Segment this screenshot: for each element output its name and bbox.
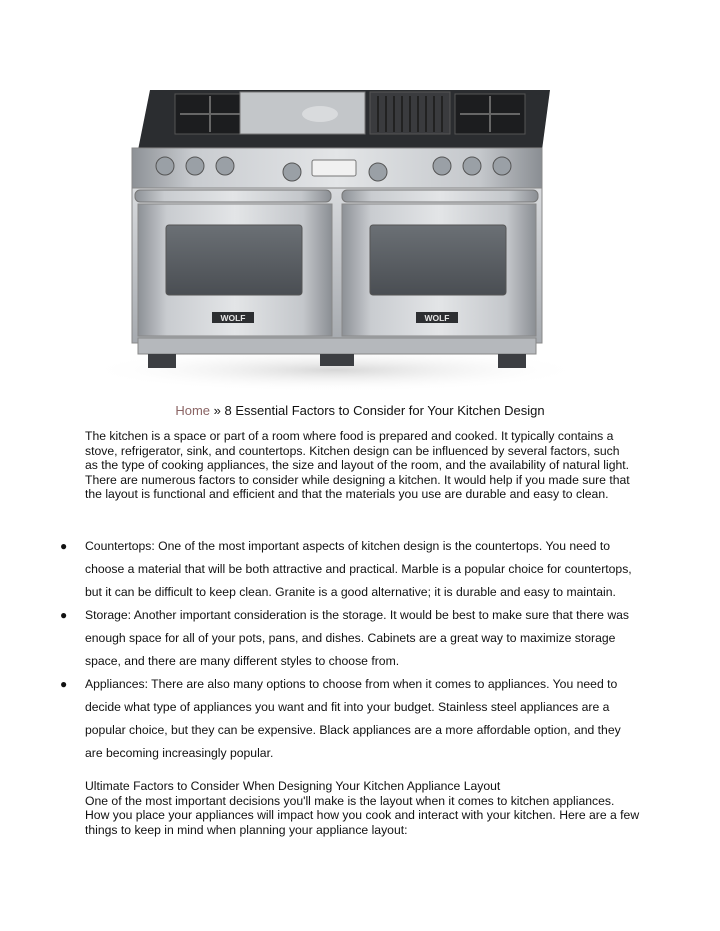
list-item [60,673,640,765]
bullet-icon: ● [60,539,68,553]
brand-badge-left: WOLF [220,313,246,323]
breadcrumb [0,402,720,420]
intro-paragraph-1: The kitchen is a space or part of a room where food is prepared and cooked. It typically contains a stove, refrigerator, sink, and countertops. Kitchen design can be influenced by several factors, such as the type of cooking appliances, the size and layout of the room, and the availability of natural light. [85,429,630,472]
outro-section [85,779,640,837]
factors-list [60,535,640,765]
breadcrumb-home-link[interactable]: Home [175,403,211,418]
breadcrumb-separator: » [213,403,221,418]
intro-paragraph-2: There are numerous factors to consider while designing a kitchen. It would help if you made sure that the layout is functional and efficient and that the materials you use are durable and easy to clean. [85,472,630,501]
list-item-text: Storage: Another important consideration is the storage. It would be best to make sure that there was enough space for all of your pots, pans, and dishes. Cabinets are a great way to maximize storage space, and there are many different styles to choose from. [85,608,630,668]
bullet-icon: ● [60,608,68,622]
range-image [80,70,640,400]
outro-paragraph: One of the most important decisions you'll make is the layout when it comes to kitchen appliances. How you place your appliances will impact how you cook and interact with your kitchen. Here are a few things to keep in mind when planning your appliance layout: [85,793,640,837]
breadcrumb-current: 8 Essential Factors to Consider for Your Kitchen Design [224,403,545,418]
section-heading: Ultimate Factors to Consider When Designing Your Kitchen Appliance Layout [85,779,501,793]
bullet-icon: ● [60,677,68,691]
list-item [60,604,640,673]
list-item-text: Appliances: There are also many options to choose from when it comes to appliances. You need to decide what type of appliances you want and fit into your budget. Stainless steel appliances are a popular choice, but they can be expensive. Black appliances are a more affordable option, and they are becoming increasingly popular. [85,677,621,760]
intro-section [85,429,635,502]
list-item [60,535,640,604]
list-item-text: Countertops: One of the most important aspects of kitchen design is the countertops. You need to choose a material that will be both attractive and practical. Marble is a popular choice for countertops, but it can be difficult to keep clean. Granite is a good alternative; it is durable and easy to maintain. [85,539,632,599]
brand-badge-right: WOLF [424,313,450,323]
